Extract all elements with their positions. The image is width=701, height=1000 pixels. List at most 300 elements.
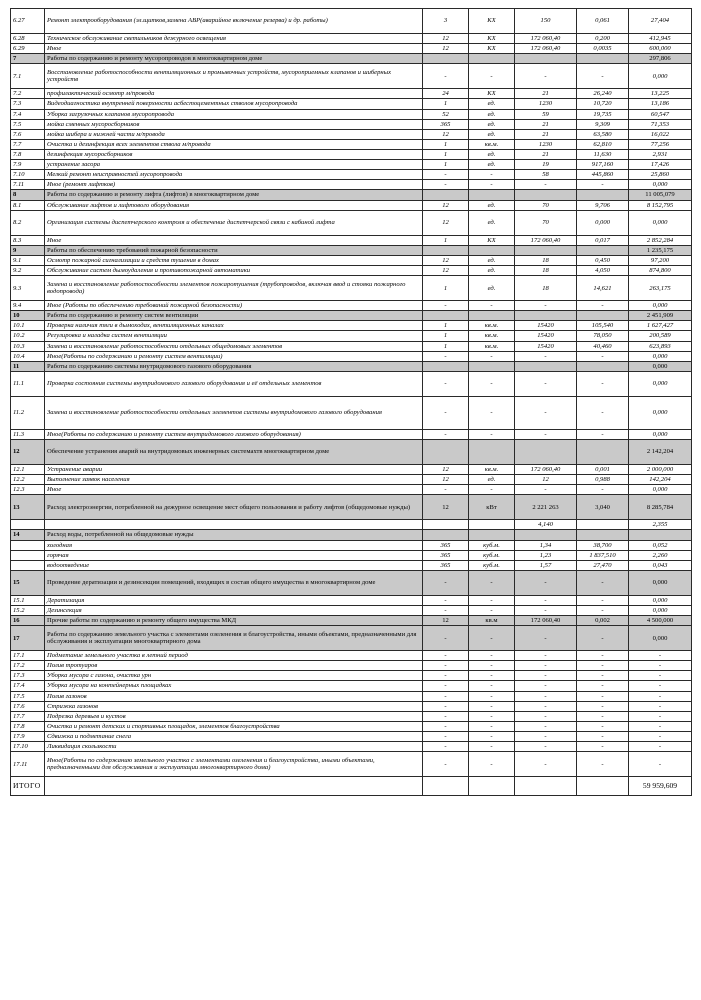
cell-num: 9 — [11, 245, 45, 255]
cell-sum: 13,186 — [629, 99, 692, 109]
total-value: 59 959,609 — [629, 777, 692, 796]
cell-unit: КХ — [469, 34, 515, 44]
cell-qty: 12 — [423, 200, 469, 210]
cell-sum: 0,000 — [629, 210, 692, 235]
cell-tariff: - — [577, 711, 629, 721]
cell-unit: - — [469, 64, 515, 89]
cell-name: Регулировка и наладка систем вентиляции — [45, 331, 423, 341]
cell-tariff: - — [577, 570, 629, 595]
cell-qty: 12 — [423, 255, 469, 265]
cell-unit — [469, 530, 515, 540]
cell-name: дезинфекция мусоросборников — [45, 149, 423, 159]
cell-area: - — [515, 651, 577, 661]
cell-area: 1,57 — [515, 560, 577, 570]
cell-name: Очистка и ремонт детских и спортивных площадок, элементов благоустройства — [45, 721, 423, 731]
cell-qty: - — [423, 691, 469, 701]
table-row — [11, 475, 692, 485]
table-row — [11, 711, 692, 721]
cell-sum: - — [629, 711, 692, 721]
cell-qty: 365 — [423, 119, 469, 129]
cell-qty: 1 — [423, 276, 469, 301]
cell-name: Расход электроэнергии, потребленной на дежурное освещение мест общего пользования и работу лифтов (общедомовые нужды) — [45, 495, 423, 520]
cell-sum: 0,000 — [629, 180, 692, 190]
table-row — [11, 200, 692, 210]
cell-unit: кв.м. — [469, 139, 515, 149]
cell-unit: кв.м. — [469, 331, 515, 341]
cell-num: 9.4 — [11, 301, 45, 311]
cell-num: 11.2 — [11, 396, 45, 429]
cell-sum: 11 005,079 — [629, 190, 692, 200]
cell-qty: - — [423, 64, 469, 89]
cell-unit: - — [469, 595, 515, 605]
cell-unit — [469, 361, 515, 371]
cell-sum: 4 500,000 — [629, 616, 692, 626]
cell-num: 7 — [11, 54, 45, 64]
cell-num: 10.3 — [11, 341, 45, 351]
cell-area: 172 060,40 — [515, 616, 577, 626]
cell-unit: - — [469, 570, 515, 595]
cell-area: 70 — [515, 200, 577, 210]
table-row-total — [11, 777, 692, 796]
cell-num: 8 — [11, 190, 45, 200]
cell-area: 1230 — [515, 139, 577, 149]
cell-sum: 2,355 — [629, 520, 692, 530]
cell-qty: - — [423, 371, 469, 396]
cell-num: 17.4 — [11, 681, 45, 691]
cell-qty: - — [423, 671, 469, 681]
cell-sum: - — [629, 681, 692, 691]
cell-num: 7.8 — [11, 149, 45, 159]
cell-name: Проверка состояния системы внутридомового газового оборудования и её отдельных элементов — [45, 371, 423, 396]
cell-unit: ед. — [469, 99, 515, 109]
cell-unit: - — [469, 732, 515, 742]
cell-area — [515, 54, 577, 64]
cell-qty: - — [423, 605, 469, 615]
cell-qty: - — [423, 711, 469, 721]
table-row — [11, 149, 692, 159]
table-row — [11, 691, 692, 701]
cell-unit: ед. — [469, 475, 515, 485]
cell-unit: - — [469, 626, 515, 651]
cell-tariff: - — [577, 752, 629, 777]
cell-tariff — [577, 361, 629, 371]
cell-area: - — [515, 429, 577, 439]
cell-tariff: 19,735 — [577, 109, 629, 119]
cell-qty: 1 — [423, 341, 469, 351]
cell-tariff: - — [577, 301, 629, 311]
cell-name: Обеспечение устранения аварий на внутридомовых инженерных системахтв многоквартирном доме — [45, 439, 423, 464]
cell-area: 18 — [515, 265, 577, 275]
cell-name: Уборка мусора на контейнерных площадках — [45, 681, 423, 691]
cell-name: Иное(Работы по содержанию и ремонту систем внутридомового газового оборудования) — [45, 429, 423, 439]
table-body — [11, 9, 692, 796]
cell-num: 10 — [11, 311, 45, 321]
cell-sum: 97,200 — [629, 255, 692, 265]
cell-sum: - — [629, 732, 692, 742]
table-row — [11, 520, 692, 530]
cell-name: Проверка наличия тяги в дымоходах, вентиляционных каналах — [45, 321, 423, 331]
cell-qty: 52 — [423, 109, 469, 119]
cell-unit: КХ — [469, 44, 515, 54]
cell-unit: - — [469, 396, 515, 429]
cell-unit: КХ — [469, 235, 515, 245]
cell-name: Дезинсекция — [45, 605, 423, 615]
cell-qty: 1 — [423, 321, 469, 331]
cell-num: 9.1 — [11, 255, 45, 265]
cell-tariff: 1 837,510 — [577, 550, 629, 560]
table-row — [11, 651, 692, 661]
cell-name: горячая — [45, 550, 423, 560]
cell-area: 58 — [515, 170, 577, 180]
cell-unit: кв.м — [469, 616, 515, 626]
cell-num: 17.6 — [11, 701, 45, 711]
cell-num: 15.2 — [11, 605, 45, 615]
cell-num: 7.6 — [11, 129, 45, 139]
cell-num: 7.1 — [11, 64, 45, 89]
table-row — [11, 99, 692, 109]
cell-sum: 0,000 — [629, 595, 692, 605]
table-row — [11, 371, 692, 396]
cell-qty: 12 — [423, 265, 469, 275]
cell-unit — [469, 439, 515, 464]
cell-num: 6.27 — [11, 9, 45, 34]
cell-qty: 12 — [423, 495, 469, 520]
cell-num — [11, 550, 45, 560]
cell-num: 12 — [11, 439, 45, 464]
cell-name: Подметание земельного участка в летний период — [45, 651, 423, 661]
cell-area — [515, 311, 577, 321]
cell-tariff: - — [577, 671, 629, 681]
cell-qty — [423, 54, 469, 64]
cell-qty: 1 — [423, 99, 469, 109]
cell-qty: 3 — [423, 9, 469, 34]
cell-num: 11.1 — [11, 371, 45, 396]
cell-unit: ед. — [469, 109, 515, 119]
cell-unit: - — [469, 301, 515, 311]
cell-unit: - — [469, 681, 515, 691]
cell-name: Техническое обслуживание светильников дежурного освещения — [45, 34, 423, 44]
cell-unit: - — [469, 691, 515, 701]
cell-unit: - — [469, 701, 515, 711]
cell-qty — [423, 530, 469, 540]
cell-sum: 2,260 — [629, 550, 692, 560]
cell-tariff — [577, 439, 629, 464]
table-row — [11, 485, 692, 495]
table-row — [11, 661, 692, 671]
cell-sum: 60,547 — [629, 109, 692, 119]
cell-tariff: - — [577, 651, 629, 661]
cell-tariff: 9,309 — [577, 119, 629, 129]
cell-num: 12.3 — [11, 485, 45, 495]
cell-qty: - — [423, 351, 469, 361]
cell-name: Иное (ремонт лифтков) — [45, 180, 423, 190]
cell-sum: 27,404 — [629, 9, 692, 34]
table-row — [11, 595, 692, 605]
cell-num: 7.11 — [11, 180, 45, 190]
cell-area: 1,34 — [515, 540, 577, 550]
table-row — [11, 210, 692, 235]
cell-unit: ед. — [469, 276, 515, 301]
cell-qty: - — [423, 752, 469, 777]
cell-area: 21 — [515, 89, 577, 99]
cell-tariff: - — [577, 681, 629, 691]
table-row — [11, 671, 692, 681]
cell-area: 59 — [515, 109, 577, 119]
cell-name: Очистка и дезинфекция всех элементов ствола м/провода — [45, 139, 423, 149]
cell-tariff: 10,720 — [577, 99, 629, 109]
cell-name: водоотведение — [45, 560, 423, 570]
table-row — [11, 170, 692, 180]
table-row — [11, 742, 692, 752]
cell-qty: - — [423, 429, 469, 439]
cell-num: 17.7 — [11, 711, 45, 721]
cell-name — [45, 520, 423, 530]
cell-num: 6.28 — [11, 34, 45, 44]
cell-name: Ремонт электрооборудования (эл.щитков,замена АВР(аварийное включение резерва) и др. работы) — [45, 9, 423, 34]
cell-area — [515, 361, 577, 371]
cell-tariff — [577, 311, 629, 321]
cell-name: мойка сменных мусоросборников — [45, 119, 423, 129]
cell-unit: - — [469, 605, 515, 615]
table-row — [11, 255, 692, 265]
cell-area: - — [515, 691, 577, 701]
cell-tariff: 27,470 — [577, 560, 629, 570]
cell-qty: 365 — [423, 550, 469, 560]
cell-sum: 2 000,000 — [629, 464, 692, 474]
cell-area: - — [515, 681, 577, 691]
table-row — [11, 321, 692, 331]
cell-tariff: - — [577, 691, 629, 701]
cell-area: 21 — [515, 149, 577, 159]
cell-num: 17.11 — [11, 752, 45, 777]
cell-sum: 0,000 — [629, 429, 692, 439]
cell-num — [11, 560, 45, 570]
table-row-section — [11, 616, 692, 626]
cell-name: Работы по содержанию и ремонту лифта (лифтов) в многоквартирном доме — [45, 190, 423, 200]
cell-unit: куб.м. — [469, 560, 515, 570]
table-row — [11, 721, 692, 731]
cell-sum: - — [629, 752, 692, 777]
cell-area: 172 060,40 — [515, 464, 577, 474]
cell-num: 17.10 — [11, 742, 45, 752]
cell-tariff: 26,240 — [577, 89, 629, 99]
cell-sum: 0,052 — [629, 540, 692, 550]
cell-area: - — [515, 605, 577, 615]
cell-tariff — [577, 520, 629, 530]
cell-qty: - — [423, 180, 469, 190]
cell-unit: КХ — [469, 89, 515, 99]
cell-name: Обслуживание систем дымоудаления и противопожарной автоматики — [45, 265, 423, 275]
cell-name: Осмотр пожарной сигнализации и средств тушения в домах — [45, 255, 423, 265]
cell-sum: 71,353 — [629, 119, 692, 129]
cell-qty — [423, 311, 469, 321]
cell-sum: - — [629, 651, 692, 661]
cell-tariff: 0,061 — [577, 9, 629, 34]
cell-num: 17.3 — [11, 671, 45, 681]
table-row — [11, 265, 692, 275]
cell-unit: - — [469, 651, 515, 661]
cell-area: 70 — [515, 210, 577, 235]
cell-sum: 17,426 — [629, 160, 692, 170]
cell-tariff: - — [577, 626, 629, 651]
cell-num: 12.1 — [11, 464, 45, 474]
cell-area: - — [515, 671, 577, 681]
cell-tariff: 78,050 — [577, 331, 629, 341]
cell-qty — [423, 520, 469, 530]
cell-unit: ед. — [469, 160, 515, 170]
cell-qty: - — [423, 301, 469, 311]
cell-name: Работы по содержанию системы внутридомового газового оборудования — [45, 361, 423, 371]
table-row — [11, 64, 692, 89]
cell-area: - — [515, 626, 577, 651]
table-row — [11, 9, 692, 34]
cell-area: 172 060,40 — [515, 235, 577, 245]
table-row — [11, 160, 692, 170]
table-row — [11, 331, 692, 341]
table-row-section — [11, 311, 692, 321]
cell-sum: 1 627,427 — [629, 321, 692, 331]
cell-sum: - — [629, 661, 692, 671]
cell-sum — [629, 530, 692, 540]
cell-tariff — [577, 190, 629, 200]
table-row-section — [11, 361, 692, 371]
cell-unit: ед. — [469, 119, 515, 129]
cell-area: - — [515, 396, 577, 429]
cell-qty: 12 — [423, 475, 469, 485]
cell-unit: кв.м. — [469, 464, 515, 474]
cell-name: Иное — [45, 235, 423, 245]
cell-sum: 8 152,795 — [629, 200, 692, 210]
cell-qty: - — [423, 626, 469, 651]
cell-sum: 16,022 — [629, 129, 692, 139]
cell-unit: - — [469, 721, 515, 731]
cell-sum: - — [629, 691, 692, 701]
cell-name: Иное — [45, 485, 423, 495]
cell-qty: 12 — [423, 44, 469, 54]
cell-tariff: 0,002 — [577, 616, 629, 626]
cell-tariff: - — [577, 732, 629, 742]
cell-num: 7.4 — [11, 109, 45, 119]
cell-area: 1,23 — [515, 550, 577, 560]
cell-sum: 412,945 — [629, 34, 692, 44]
cell-name: Работы по содержанию и ремонту систем вентиляции — [45, 311, 423, 321]
cell-sum: 263,175 — [629, 276, 692, 301]
cell-tariff: 63,580 — [577, 129, 629, 139]
table-row-section — [11, 190, 692, 200]
cell-area — [515, 245, 577, 255]
table-row — [11, 605, 692, 615]
cell-name: Полив газонов — [45, 691, 423, 701]
cell-area: 21 — [515, 119, 577, 129]
table-row — [11, 34, 692, 44]
cell-tariff: 0,988 — [577, 475, 629, 485]
table-row — [11, 550, 692, 560]
cell-sum: 25,860 — [629, 170, 692, 180]
cell-num: 11 — [11, 361, 45, 371]
cell-sum: 0,000 — [629, 570, 692, 595]
cell-area: - — [515, 485, 577, 495]
table-row-section — [11, 495, 692, 520]
cell-area: - — [515, 351, 577, 361]
cell-qty: - — [423, 396, 469, 429]
cell-name: профилактический осмотр м/провода — [45, 89, 423, 99]
table-row — [11, 429, 692, 439]
cell-area — [515, 439, 577, 464]
cell-unit: кВт — [469, 495, 515, 520]
cell-qty: - — [423, 570, 469, 595]
cell-name: Обслуживание лифтов и лифтового оборудования — [45, 200, 423, 210]
cell-unit: - — [469, 742, 515, 752]
cell-name: Подрезка деревьев и кустов — [45, 711, 423, 721]
cell-qty: - — [423, 732, 469, 742]
cell-num: 14 — [11, 530, 45, 540]
table-row-section — [11, 626, 692, 651]
cell-unit: ед. — [469, 129, 515, 139]
cell-qty: 12 — [423, 34, 469, 44]
table-row-section — [11, 245, 692, 255]
cell-area: 1230 — [515, 99, 577, 109]
table-row — [11, 701, 692, 711]
cell-area: 21 — [515, 129, 577, 139]
cell-name: Прочие работы по содержанию и ремонту общего имущества МКД — [45, 616, 423, 626]
cell-sum: 0,000 — [629, 605, 692, 615]
cell-name: мойка шибера и нижней части м/провода — [45, 129, 423, 139]
cell-area: - — [515, 742, 577, 752]
cell-tariff: - — [577, 742, 629, 752]
cell-sum: 0,000 — [629, 361, 692, 371]
cell-area: - — [515, 732, 577, 742]
table-row — [11, 732, 692, 742]
cell-unit: - — [469, 371, 515, 396]
cell-num: 7.7 — [11, 139, 45, 149]
cell-unit: ед. — [469, 265, 515, 275]
cell-name: холодная — [45, 540, 423, 550]
cell-qty — [423, 190, 469, 200]
cell-qty — [423, 361, 469, 371]
cell-tariff: - — [577, 595, 629, 605]
cell-num: 11.3 — [11, 429, 45, 439]
table-row — [11, 180, 692, 190]
cell-unit: - — [469, 170, 515, 180]
cell-name: Проведение дератизации и дезинсекции помещений, входящих в состав общего имущества в многоквартирном доме — [45, 570, 423, 595]
cell-sum: 0,000 — [629, 626, 692, 651]
cell-area: - — [515, 661, 577, 671]
cell-tariff: - — [577, 351, 629, 361]
cell-sum: 0,000 — [629, 396, 692, 429]
cell-tariff: - — [577, 64, 629, 89]
total-spacer-area — [515, 777, 577, 796]
cell-num: 9.2 — [11, 265, 45, 275]
table-row — [11, 109, 692, 119]
cell-num: 10.1 — [11, 321, 45, 331]
cell-qty: - — [423, 701, 469, 711]
cell-area: - — [515, 371, 577, 396]
cell-name: Иное — [45, 44, 423, 54]
cell-area: 15420 — [515, 331, 577, 341]
cell-tariff: 11,630 — [577, 149, 629, 159]
cell-tariff: 38,700 — [577, 540, 629, 550]
cell-qty: - — [423, 170, 469, 180]
cell-name: Стрижка газонов — [45, 701, 423, 711]
cell-sum: 0,000 — [629, 371, 692, 396]
cell-sum: 142,204 — [629, 475, 692, 485]
table-row — [11, 341, 692, 351]
cell-sum: 874,800 — [629, 265, 692, 275]
cell-num: 17.5 — [11, 691, 45, 701]
cell-tariff: 9,706 — [577, 200, 629, 210]
cell-area: - — [515, 595, 577, 605]
table-row — [11, 129, 692, 139]
